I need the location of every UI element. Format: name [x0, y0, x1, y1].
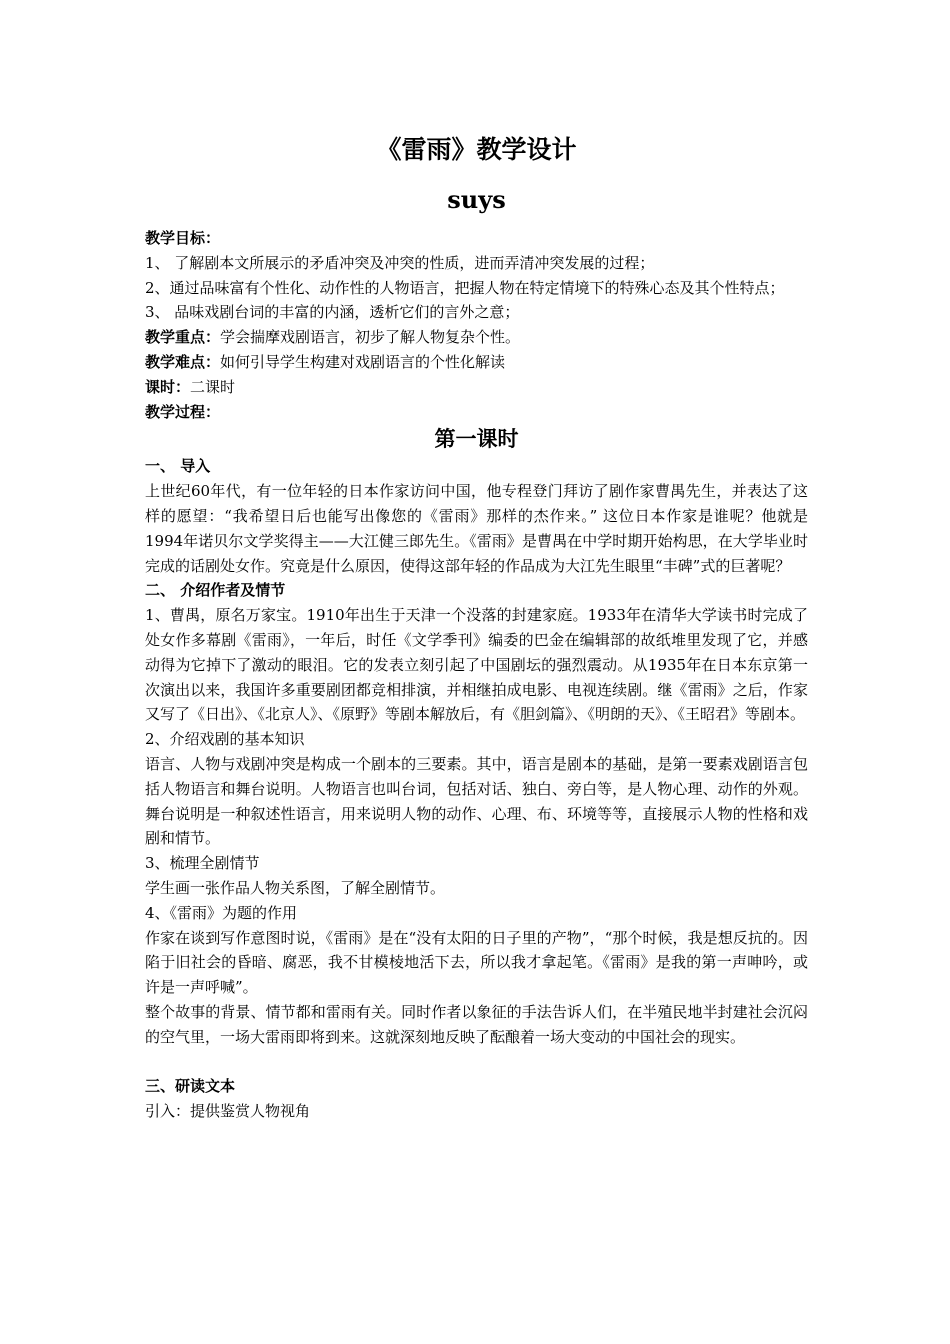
subsection-heading: 3、梳理全剧情节 — [145, 854, 260, 873]
section-paragraph: 上世纪60年代，有一位年轻的日本作家访问中国，他专程登门拜访了剧作家曹禺先生，并表达了这样的愿望：“我希望日后也能写出像您的《雷雨》那样的杰作来。” 这位日本作家是谁呢？他就是1994年诺贝尔文学奖得主——大江健三郎先生。《雷雨》是曹禺在中学时期开始构思，在大学毕业时完成的话剧处女作。究竟是什么原因，使得这部年轻的作品成为大江先生眼里“丰碑”式的巨著呢？ — [145, 482, 808, 575]
section-paragraph: 引入：提供鉴赏人物视角 — [145, 1102, 311, 1121]
section-paragraph: 1、曹禺，原名万家宝。1910年出生于天津一个没落的封建家庭。1933年在清华大学读书时完成了处女作多幕剧《雷雨》，一年后，时任《文学季刊》编委的巴金在编辑部的故纸堆里发现了它，并感动得为它掉下了激动的眼泪。它的发表立刻引起了中国剧坛的强烈震动。从1935年在日本东京第一次演出以来，我国许多重要剧团都竞相排演，并相继拍成电影、电视连续剧。继《雷雨》之后，作家又写了《日出》、《北京人》、《原野》等剧本解放后，有《胆剑篇》、《明朗的天》、《王昭君》等剧本。 — [145, 606, 808, 724]
difficult-point — [145, 350, 808, 375]
difficult-point-text: 如何引导学生构建对戏剧语言的个性化解读 — [220, 352, 506, 371]
document-page — [145, 132, 808, 1124]
section-heading: 二、 介绍作者及情节 — [145, 581, 286, 600]
key-point-label: 教学重点： — [145, 328, 221, 347]
lesson-title: 第一课时 — [434, 426, 519, 452]
section-paragraph: 语言、人物与戏剧冲突是构成一个剧本的三要素。其中，语言是剧本的基础，是第一要素戏剧语言包括人物语言和舞台说明。人物语言也叫台词，包括对话、独白、旁白等，是人物心理、动作的外观。舞台说明是一种叙述性语言，用来说明人物的动作、心理、布、环境等等，直接展示人物的性格和戏剧和情节。 — [145, 754, 808, 848]
objective-item: 1、 了解剧本文所展示的矛盾冲突及冲突的性质，进而弄清冲突发展的过程； — [145, 253, 655, 272]
objectives-heading: 教学目标： — [145, 229, 221, 247]
section-heading: 三、研读文本 — [145, 1077, 236, 1096]
section-paragraph: 整个故事的背景、情节都和雷雨有关。同时作者以象征的手法告诉人们，在半殖民地半封建社会沉闷的空气里，一场大雷雨即将到来。这就深刻地反映了酝酿着一场大变动的中国社会的现实。 — [145, 1002, 808, 1046]
section-heading: 一、 导入 — [145, 457, 211, 476]
process-heading: 教学过程： — [145, 402, 221, 421]
class-hours-label: 课时： — [145, 377, 191, 396]
document-title: 《雷雨》教学设计 — [376, 135, 577, 164]
objective-item: 3、 品味戏剧台词的丰富的内涵，透析它们的言外之意； — [145, 303, 520, 322]
blank-line — [145, 1050, 808, 1075]
subsection-heading: 2、介绍戏剧的基本知识 — [145, 730, 305, 749]
class-hours — [145, 375, 808, 400]
key-point-text: 学会揣摩戏剧语言，初步了解人物复杂个性。 — [220, 328, 521, 347]
subsection-heading: 4、《雷雨》为题的作用 — [145, 903, 298, 922]
section-paragraph: 作家在谈到写作意图时说，《雷雨》是在“没有太阳的日子里的产物”，“那个时候，我是想反抗的。因陷于旧社会的昏暗、腐恶，我不甘模棱地活下去，所以我才拿起笔。《雷雨》是我的第一声呻吟，或许是一声呼喊”。 — [145, 928, 808, 997]
class-hours-text: 二课时 — [190, 377, 236, 396]
key-point — [145, 325, 808, 350]
difficult-point-label: 教学难点： — [145, 352, 221, 371]
objective-item: 2、通过品味富有个性化、动作性的人物语言，把握人物在特定情境下的特殊心态及其个性特点； — [145, 278, 785, 297]
section-paragraph: 学生画一张作品人物关系图，了解全剧情节。 — [145, 878, 446, 897]
document-author: suys — [447, 185, 506, 214]
